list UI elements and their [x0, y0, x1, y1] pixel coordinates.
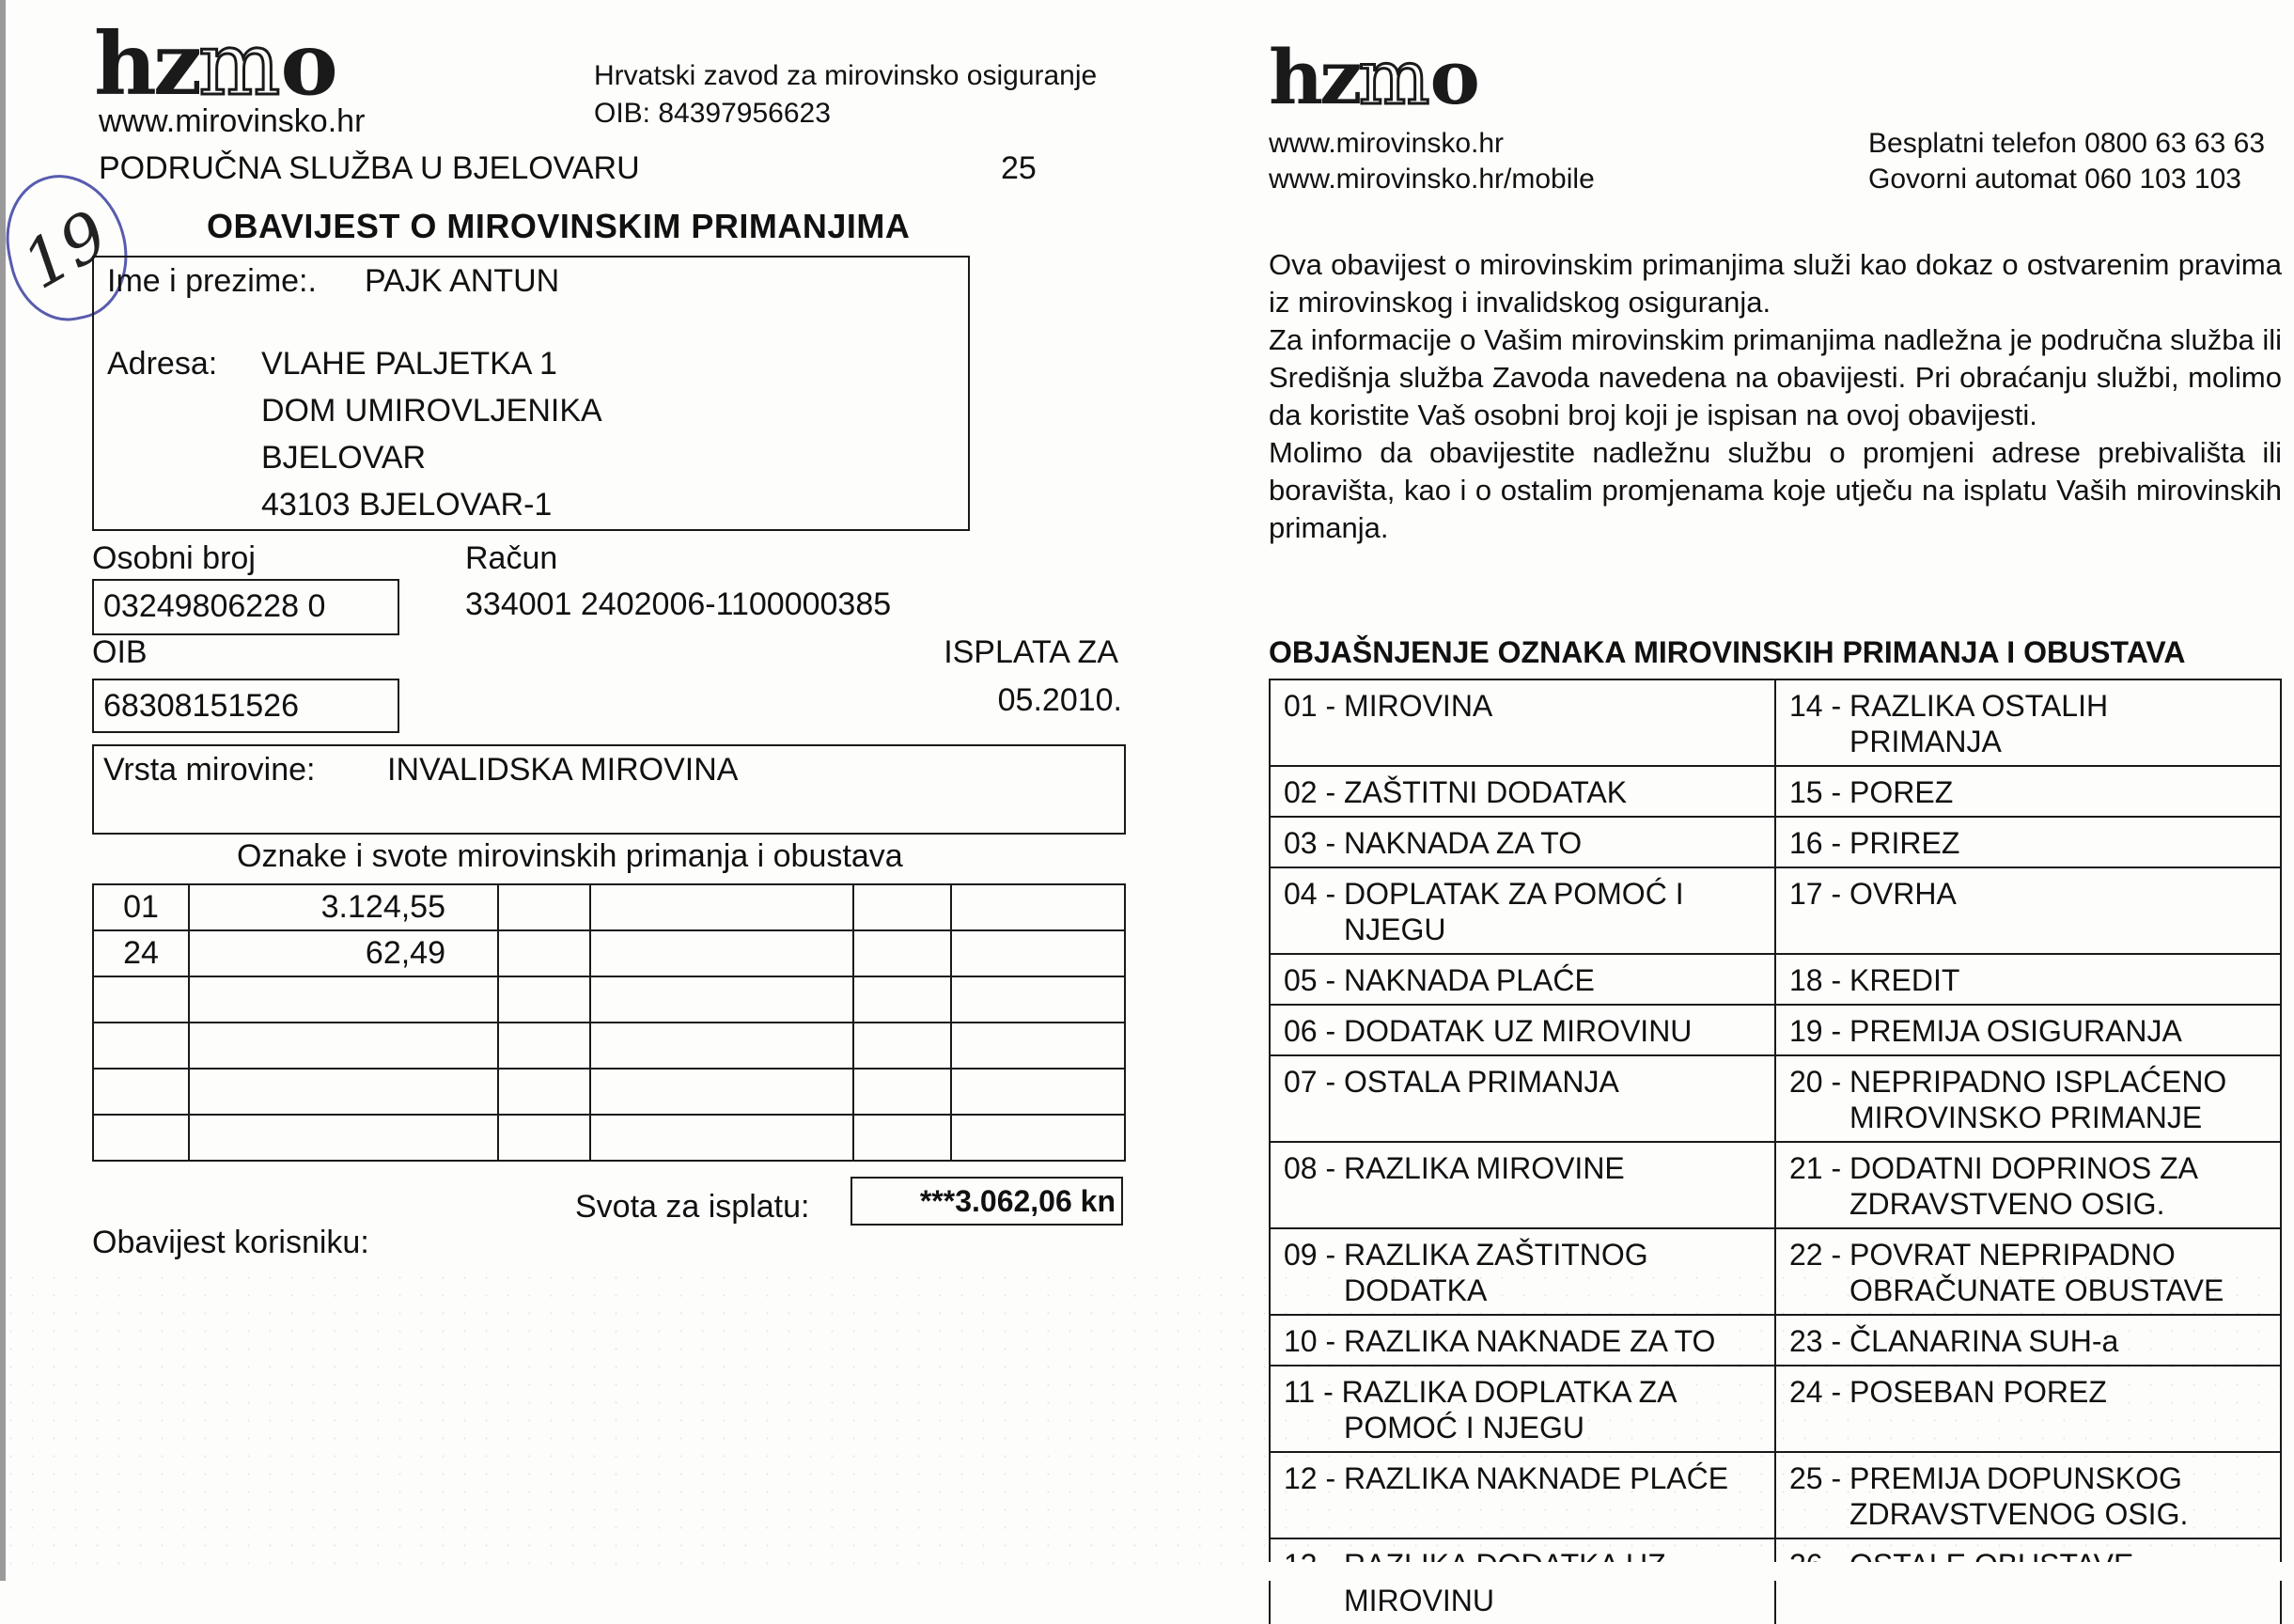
info-paragraph-2: Za informacije o Vašim mirovinskim primanjima nadležna je područna služba ili Središnja služba Zavoda navedena na obavijesti. Pri obraćanju službi, molimo da koristite Vaš osobni broj koji je ispisan na ovoj obavijesti. — [1269, 323, 2282, 431]
hzmo-logo-right — [1269, 33, 1480, 121]
table-row — [93, 1115, 1125, 1161]
account-value: 334001 2402006-1100000385 — [465, 586, 892, 622]
oib-label: OIB — [92, 634, 148, 670]
table-row — [93, 976, 1125, 1023]
legend-text: 11 - RAZLIKA DOPLATKA ZA — [1284, 1375, 1678, 1409]
logo-hz: hz — [94, 13, 199, 115]
table-row — [1270, 1055, 2281, 1142]
table-row — [1270, 1538, 2281, 1624]
table-row — [1270, 954, 2281, 1005]
address-line-1: VLAHE PALJETKA 1 — [261, 346, 557, 382]
code-cell — [93, 1023, 189, 1069]
office-number: 25 — [1001, 150, 1037, 186]
address-label: Adresa: — [107, 346, 218, 382]
legend-cell — [1775, 1452, 2281, 1538]
table-row — [93, 884, 1125, 930]
oib-box — [92, 679, 399, 733]
legend-cell — [1270, 766, 1775, 817]
amount-cell — [189, 1069, 498, 1115]
institution-name: Hrvatski zavod za mirovinsko osiguranje — [594, 60, 1098, 91]
empty-cell — [590, 1023, 853, 1069]
mobile-website-link[interactable]: www.mirovinsko.hr/mobile — [1269, 164, 1595, 195]
amount-cell — [189, 1023, 498, 1069]
table-row — [93, 930, 1125, 976]
legend-cell — [1270, 954, 1775, 1005]
legend-cell — [1270, 1228, 1775, 1315]
code-cell — [93, 976, 189, 1023]
legend-text: 09 - RAZLIKA ZAŠTITNOG — [1284, 1238, 1648, 1272]
legend-cell — [1775, 1366, 2281, 1452]
legend-cell — [1775, 1228, 2281, 1315]
legend-text: 15 - POREZ — [1789, 775, 1954, 809]
legend-cell — [1270, 679, 1775, 766]
recipient-box — [92, 256, 970, 531]
voice-automat: Govorni automat 060 103 103 — [1868, 164, 2241, 195]
logo-hz: hz — [1269, 33, 1359, 121]
legend-text: 20 - NEPRIPADNO ISPLAĆENO — [1789, 1065, 2227, 1099]
empty-cell — [590, 884, 853, 930]
payment-for-value: 05.2010. — [997, 682, 1122, 718]
empty-cell — [498, 930, 590, 976]
total-value: ***3.062,06 kn — [919, 1184, 1116, 1218]
empty-cell — [853, 1115, 951, 1161]
legend-cell — [1775, 766, 2281, 817]
page-cutoff — [1259, 1562, 2294, 1581]
legend-cell — [1775, 954, 2281, 1005]
website-link[interactable]: www.mirovinsko.hr — [1269, 128, 1505, 159]
info-paragraph-3: Molimo da obavijestite nadležnu službu o promjeni adrese prebivališta ili boravišta, kao i o ostalim promjenama koje utječu na isplatu Vaših mirovinskih primanja. — [1269, 436, 2282, 544]
info-paragraph-1: Ova obavijest o mirovinskim primanjima služi kao dokaz o ostvarenim pravima iz mirovinskog i invalidskog osiguranja. — [1269, 248, 2282, 319]
empty-cell — [951, 1115, 1125, 1161]
free-phone: Besplatni telefon 0800 63 63 63 — [1868, 128, 2266, 159]
legend-text: 21 - DODATNI DOPRINOS ZA — [1789, 1151, 2199, 1185]
table-row — [1270, 1315, 2281, 1366]
total-label: Svota za isplatu: — [575, 1189, 810, 1225]
legend-text: OBRAČUNATE OBUSTAVE — [1849, 1273, 2224, 1307]
code-cell: 01 — [93, 884, 189, 930]
table-row — [93, 1023, 1125, 1069]
legend-cell — [1775, 817, 2281, 867]
legend-cell — [1270, 1452, 1775, 1538]
notice-label: Obavijest korisniku: — [92, 1225, 369, 1260]
legend-cell — [1775, 1142, 2281, 1228]
legend-cell — [1775, 679, 2281, 766]
legend-text: 18 - KREDIT — [1789, 963, 1960, 997]
legend-text: 12 - RAZLIKA NAKNADE PLAĆE — [1284, 1461, 1729, 1495]
legend-text: 16 - PRIREZ — [1789, 826, 1960, 860]
empty-cell — [853, 930, 951, 976]
empty-cell — [590, 930, 853, 976]
payment-for-label: ISPLATA ZA — [944, 634, 1118, 670]
empty-cell — [951, 930, 1125, 976]
legend-text: 23 - ČLANARINA SUH-a — [1789, 1324, 2119, 1358]
oib-value: 68308151526 — [103, 688, 300, 724]
code-cell — [93, 1069, 189, 1115]
legend-text: POMOĆ I NJEGU — [1344, 1411, 1585, 1444]
handwritten-mark: 19 — [9, 195, 121, 304]
legend-text: 19 - PREMIJA OSIGURANJA — [1789, 1014, 2182, 1048]
amounts-table — [92, 883, 1126, 1162]
empty-cell — [853, 1069, 951, 1115]
name-label: Ime i prezime:. — [107, 263, 317, 299]
amounts-heading: Oznake i svote mirovinskih primanja i obustava — [237, 838, 903, 874]
legend-text: 22 - POVRAT NEPRIPADNO — [1789, 1238, 2176, 1272]
legend-text: 08 - RAZLIKA MIROVINE — [1284, 1151, 1625, 1185]
legend-cell — [1775, 1315, 2281, 1366]
legend-text: 25 - PREMIJA DOPUNSKOG — [1789, 1461, 2182, 1495]
legend-text: 05 - NAKNADA PLAĆE — [1284, 963, 1595, 997]
empty-cell — [951, 884, 1125, 930]
empty-cell — [853, 884, 951, 930]
legend-text: 24 - POSEBAN POREZ — [1789, 1375, 2107, 1409]
empty-cell — [853, 1023, 951, 1069]
legend-text: 04 - DOPLATAK ZA POMOĆ I — [1284, 877, 1684, 911]
address-line-2: DOM UMIROVLJENIKA — [261, 393, 602, 429]
legend-cell — [1270, 1142, 1775, 1228]
table-row — [93, 1069, 1125, 1115]
legend-text: 03 - NAKNADA ZA TO — [1284, 826, 1583, 860]
legend-cell — [1270, 1005, 1775, 1055]
legend-table — [1269, 679, 2282, 1624]
hzmo-logo — [94, 13, 338, 115]
legend-cell — [1775, 867, 2281, 954]
amount-cell — [189, 976, 498, 1023]
account-label: Račun — [465, 540, 558, 576]
legend-cell — [1775, 1005, 2281, 1055]
legend-text: 01 - MIROVINA — [1284, 689, 1493, 723]
logo-m: m — [1358, 34, 1430, 121]
legend-text: NJEGU — [1344, 913, 1446, 946]
legend-text: MIROVINSKO PRIMANJE — [1849, 1101, 2203, 1134]
legend-heading: OBJAŠNJENJE OZNAKA MIROVINSKIH PRIMANJA I OBUSTAVA — [1269, 635, 2186, 669]
legend-cell — [1270, 1055, 1775, 1142]
page-title: OBAVIJEST O MIROVINSKIM PRIMANJIMA — [207, 207, 911, 245]
website-link[interactable]: www.mirovinsko.hr — [99, 103, 366, 139]
address-line-3: BJELOVAR — [261, 440, 427, 476]
pension-type-label: Vrsta mirovine: — [103, 752, 316, 788]
empty-cell — [498, 1069, 590, 1115]
legend-text: MIROVINU — [1344, 1584, 1494, 1617]
legend-cell — [1775, 1538, 2281, 1624]
info-text — [1269, 246, 2282, 547]
logo-m: m — [198, 14, 281, 115]
legend-text: 02 - ZAŠTITNI DODATAK — [1284, 775, 1628, 809]
legend-cell — [1270, 1315, 1775, 1366]
table-row — [1270, 1005, 2281, 1055]
legend-text: 06 - DODATAK UZ MIROVINU — [1284, 1014, 1693, 1048]
table-row — [1270, 1366, 2281, 1452]
logo-o: o — [1429, 33, 1480, 121]
personal-number-box — [92, 579, 399, 635]
amount-cell: 62,49 — [189, 930, 498, 976]
legend-cell — [1270, 867, 1775, 954]
legend-text: ZDRAVSTVENO OSIG. — [1849, 1187, 2165, 1221]
table-row — [1270, 817, 2281, 867]
empty-cell — [951, 1023, 1125, 1069]
empty-cell — [590, 1069, 853, 1115]
address-line-4: 43103 BJELOVAR-1 — [261, 487, 553, 523]
personal-number-label: Osobni broj — [92, 540, 256, 576]
table-row — [1270, 679, 2281, 766]
pension-type-value: INVALIDSKA MIROVINA — [387, 752, 739, 788]
table-row — [1270, 1452, 2281, 1538]
personal-number-value: 03249806228 0 — [103, 588, 326, 624]
empty-cell — [951, 1069, 1125, 1115]
legend-cell — [1775, 1055, 2281, 1142]
legend-cell — [1270, 1538, 1775, 1624]
empty-cell — [498, 976, 590, 1023]
code-cell — [93, 1115, 189, 1161]
total-box — [850, 1177, 1123, 1226]
table-row — [1270, 867, 2281, 954]
legend-text: 17 - OVRHA — [1789, 877, 1957, 911]
code-cell: 24 — [93, 930, 189, 976]
empty-cell — [951, 976, 1125, 1023]
office-name: PODRUČNA SLUŽBA U BJELOVARU — [99, 150, 640, 186]
institution-oib: OIB: 84397956623 — [594, 98, 831, 129]
legend-text: 10 - RAZLIKA NAKNADE ZA TO — [1284, 1324, 1716, 1358]
legend-text: PRIMANJA — [1849, 725, 2002, 758]
legend-cell — [1270, 817, 1775, 867]
legend-text: 07 - OSTALA PRIMANJA — [1284, 1065, 1619, 1099]
table-row — [1270, 1142, 2281, 1228]
empty-cell — [590, 976, 853, 1023]
empty-cell — [853, 976, 951, 1023]
table-row — [1270, 766, 2281, 817]
empty-cell — [498, 1115, 590, 1161]
legend-cell — [1270, 1366, 1775, 1452]
legend-text: DODATKA — [1344, 1273, 1488, 1307]
pension-type-box — [92, 744, 1126, 835]
empty-cell — [498, 1023, 590, 1069]
legend-text: 14 - RAZLIKA OSTALIH — [1789, 689, 2109, 723]
name-value: PAJK ANTUN — [365, 263, 560, 299]
amount-cell — [189, 1115, 498, 1161]
amount-cell: 3.124,55 — [189, 884, 498, 930]
empty-cell — [590, 1115, 853, 1161]
logo-o: o — [280, 13, 338, 115]
legend-text: ZDRAVSTVENOG OSIG. — [1849, 1497, 2189, 1531]
empty-cell — [498, 884, 590, 930]
table-row — [1270, 1228, 2281, 1315]
